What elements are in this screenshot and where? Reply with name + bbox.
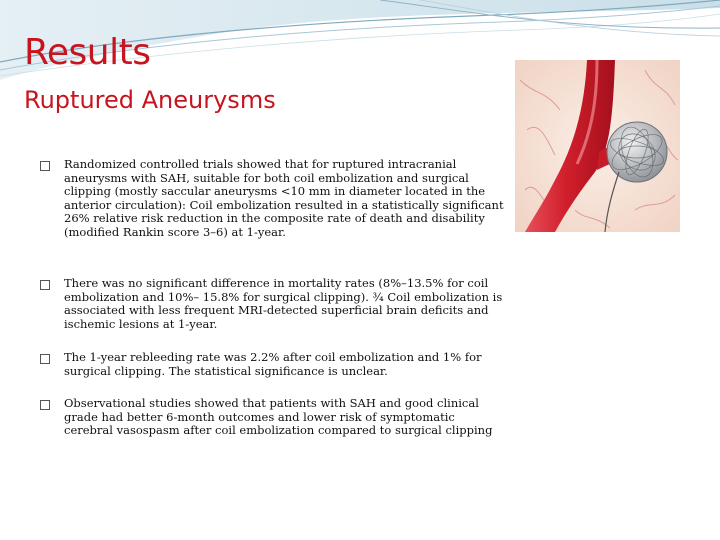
slide-subtitle: Ruptured Aneurysms xyxy=(24,86,276,114)
slide-title: Results xyxy=(24,32,151,73)
bullet-square-icon xyxy=(40,400,50,410)
bullet-square-icon xyxy=(40,161,50,171)
bullet-item xyxy=(40,351,510,378)
bullet-square-icon xyxy=(40,354,50,364)
bullet-text: The 1-year rebleeding rate was 2.2% after coil embolization and 1% for surgical clipping. The statistical significance is unclear. xyxy=(64,350,482,378)
bullet-item xyxy=(40,397,510,438)
bullet-text: There was no significant difference in mortality rates (8%–13.5% for coil embolization and 10%– 15.8% for surgical clipping). ¾ Coil embolization is associated with less frequent MRI-detected superficial brain deficits and ischemic lesions at 1-year. xyxy=(64,276,503,331)
bullet-text: Observational studies showed that patients with SAH and good clinical grade had better 6-month outcomes and lower risk of symptomatic cerebral vasospasm after coil embolization compared to surgical clipping xyxy=(64,396,493,438)
bullet-item xyxy=(40,158,510,240)
bullet-item xyxy=(40,277,510,331)
aneurysm-coil-image xyxy=(515,60,680,232)
bullet-square-icon xyxy=(40,280,50,290)
bullet-text: Randomized controlled trials showed that for ruptured intracranial aneurysms with SAH, suitable for both coil embolization and surgical clipping (mostly saccular aneurysms <10 mm in diameter located in the anterior circulation): Coil embolization resulted in a statistically significant 26% relative risk reduction in the composite rate of death and disability (modified Rankin score 3–6) at 1-year. xyxy=(64,157,504,239)
